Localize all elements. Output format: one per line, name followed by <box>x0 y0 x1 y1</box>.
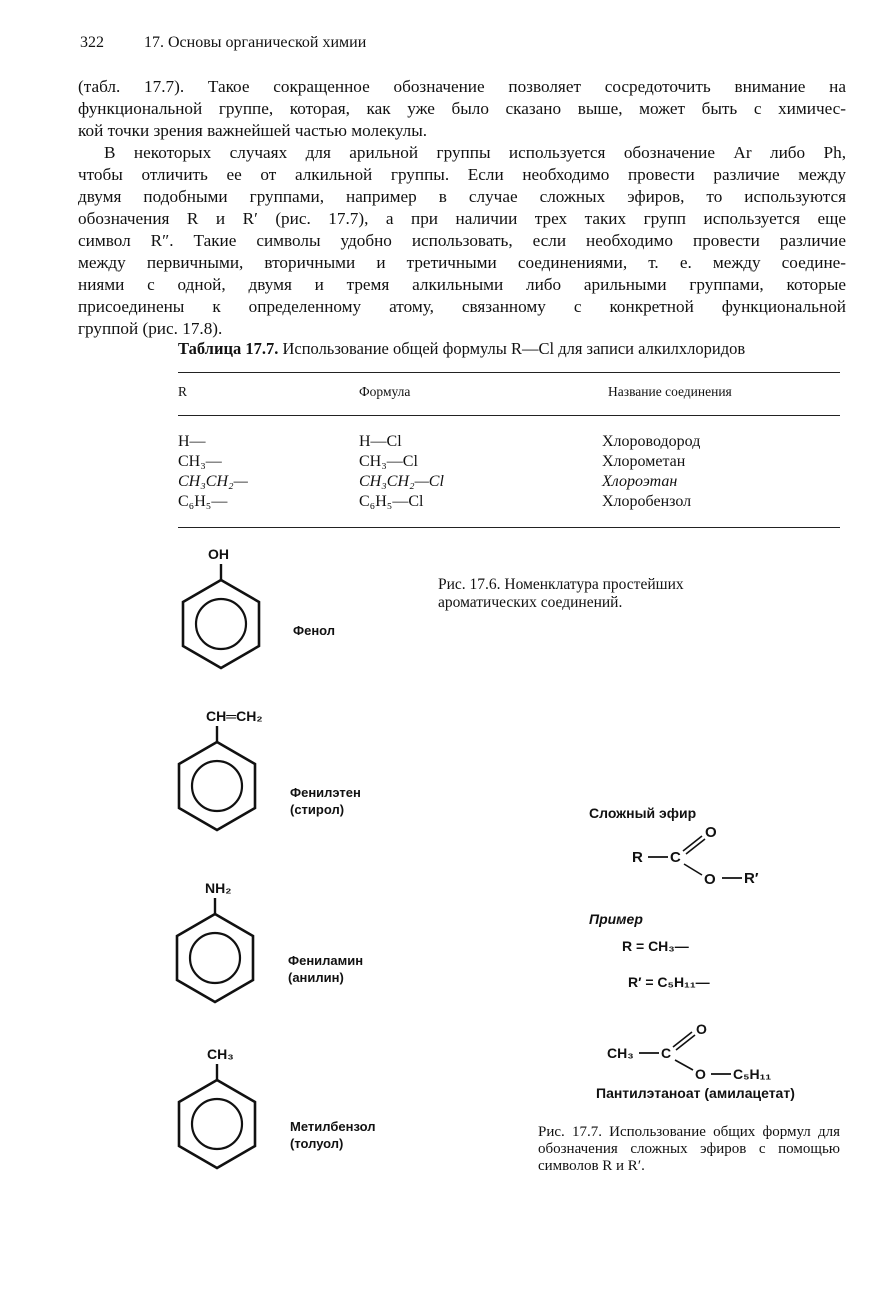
benzene-ring-aniline <box>170 898 260 1004</box>
text-line: присоединены к определенному атому, связанному с конкретной функциональной <box>78 297 846 316</box>
text-line: кой точки зрения важнейшей частью молекулы. <box>78 121 428 140</box>
table-header-formula: Формула <box>359 384 411 399</box>
table-cell-formula: CH₃—Cl <box>359 453 418 470</box>
substituent-ch3: CH₃ <box>207 1046 234 1062</box>
table-cell-name: Хлорометан <box>602 453 686 470</box>
table-cell-r: C₆H₅— <box>178 493 228 510</box>
table-header-r: R <box>178 384 188 399</box>
text-line: функциональной группе, которая, как уже было сказано выше, может быть с химичес- <box>78 99 846 118</box>
formula-o-double: O <box>696 1021 707 1037</box>
text-line: символ R″. Такие символы удобно использовать, если необходимо провести различие <box>78 231 846 250</box>
text-line: обозначения R и R′ (рис. 17.7), а при наличии трех таких групп используется еще <box>78 209 846 228</box>
table-column-formula <box>359 432 444 512</box>
formula-c: C <box>670 849 681 866</box>
benzene-ring-styrene <box>172 726 262 832</box>
substituent-vinyl: CH═CH₂ <box>206 708 263 724</box>
table-header-name: Название соединения <box>608 384 732 399</box>
table-column-r <box>178 432 248 512</box>
amyl-acetate-formula <box>603 1016 793 1086</box>
running-head <box>80 34 366 52</box>
formula-o-double: O <box>705 824 717 841</box>
formula-o-single: O <box>704 871 716 888</box>
table-cell-formula: C₆H₅—Cl <box>359 493 424 510</box>
formula-r-prime: R′ <box>744 870 759 887</box>
text-line: чтобы отличить ее от алкильной группы. Если необходимо провести различие между <box>78 165 846 184</box>
table-cell-name: Хлороэтан <box>602 473 678 490</box>
table-caption-label: Таблица 17.7. <box>178 339 279 358</box>
table-caption-text: Использование общей формулы R—Cl для записи алкилхлоридов <box>282 339 746 358</box>
text-line: В некоторых случаях для арильной группы используется обозначение Ar либо Ph, <box>104 143 846 162</box>
compound-name-aniline: Фениламин (анилин) <box>288 953 364 985</box>
paragraph-1 <box>78 76 846 142</box>
formula-r: R <box>632 849 643 866</box>
text-line: двумя подобными группами, например в случае сложных эфиров, то используются <box>78 187 846 206</box>
table-cell-formula: H—Cl <box>359 433 402 450</box>
figure-17-6-caption: Рис. 17.6. Номенклатура простейших ароматических соединений. <box>438 576 684 611</box>
formula-c5h11: C₅H₁₁ <box>733 1066 772 1082</box>
substituent-oh: OH <box>208 546 229 562</box>
text-line: группой (рис. 17.8). <box>78 319 223 338</box>
table-column-name <box>602 432 700 512</box>
formula-c: C <box>661 1045 672 1061</box>
ester-general-formula <box>628 818 778 890</box>
substituent-nh2: NH₂ <box>205 880 232 896</box>
table-cell-name: Хлоробензол <box>602 493 692 510</box>
compound-name-amyl-acetate: Пантилэтаноат (амилацетат) <box>596 1085 795 1101</box>
page-number: 322 <box>80 34 104 51</box>
table-rule-bottom <box>178 527 840 528</box>
paragraph-2 <box>78 142 846 340</box>
text-line: между первичными, вторичными и третичными соединениями, т. е. между соедине- <box>78 253 846 272</box>
figure-17-7-caption: Рис. 17.7. Использование общих формул для обозначения сложных эфиров с помощью символов R и R′. <box>538 1124 840 1174</box>
table-rule-head <box>178 415 840 416</box>
table-cell-r: CH₃CH₂— <box>178 473 248 490</box>
compound-name-phenol: Фенол <box>293 623 336 638</box>
benzene-ring-toluene <box>172 1064 262 1170</box>
formula-ch3: CH₃ <box>607 1045 634 1061</box>
formula-o-single: O <box>695 1066 706 1082</box>
benzene-ring-phenol <box>176 564 266 670</box>
r-prime-definition: R′ = C₅H₁₁— <box>628 974 710 990</box>
table-cell-r: H— <box>178 433 206 450</box>
table-cell-formula: CH₃CH₂—Cl <box>359 473 444 490</box>
r-definition: R = CH₃— <box>622 938 689 954</box>
ester-title: Сложный эфир <box>589 805 697 821</box>
chapter-title: 17. Основы органической химии <box>144 34 367 51</box>
text-line: ниями с одной, двумя и тремя алкильными либо арильными группами, которые <box>78 275 846 294</box>
compound-name-styrene: Фенилэтен (стирол) <box>290 785 361 817</box>
example-label: Пример <box>589 911 643 927</box>
table-caption <box>178 339 745 359</box>
table-cell-name: Хлороводород <box>602 433 701 450</box>
table-rule-top <box>178 372 840 373</box>
text-line: (табл. 17.7). Такое сокращенное обозначение позволяет сосредоточить внимание на <box>78 77 846 96</box>
table-cell-r: CH₃— <box>178 453 222 470</box>
compound-name-toluene: Метилбензол (толуол) <box>290 1119 376 1151</box>
